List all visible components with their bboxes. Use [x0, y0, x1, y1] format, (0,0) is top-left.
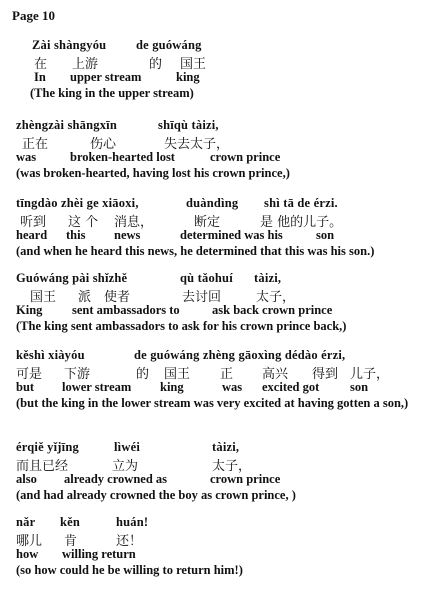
- verse-5: [16, 348, 416, 411]
- gloss-word: how: [16, 547, 39, 561]
- gloss-word: In: [34, 70, 46, 84]
- gloss-word: news: [114, 228, 141, 242]
- chinese-word: 而且已经: [16, 459, 69, 474]
- pinyin-line: [16, 515, 416, 530]
- translation: (but the king in the lower stream was very excited at having gotten a son,): [16, 396, 409, 410]
- translation: (so how could he be willing to return him!): [16, 563, 243, 577]
- gloss-word: was: [222, 380, 243, 394]
- gloss-word: already crowned as: [64, 472, 168, 486]
- gloss-word: King: [16, 303, 43, 317]
- gloss-word: ask back crown prince: [212, 303, 333, 317]
- chinese-word: 儿子，: [350, 367, 390, 382]
- chinese-word: 的: [136, 367, 150, 382]
- chinese-word: 国王: [164, 367, 191, 382]
- gloss-word: determined was his: [180, 228, 283, 242]
- gloss-word: this: [66, 228, 86, 242]
- pinyin-word: de guówáng zhèng gāoxìng dédào érzi,: [134, 348, 346, 362]
- chinese-word: 的: [149, 57, 163, 72]
- chinese-word: 太子，: [256, 290, 296, 305]
- chinese-word: 国王: [30, 290, 57, 305]
- chinese-word: 这 个: [68, 215, 99, 230]
- gloss-word: upper stream: [70, 70, 142, 84]
- chinese-line: [16, 211, 416, 228]
- translation: (and had already crowned the boy as crown prince, ): [16, 488, 296, 502]
- pinyin-line: [16, 271, 416, 286]
- chinese-word: 上游: [72, 57, 99, 72]
- verse-1: [16, 38, 416, 101]
- chinese-word: 伤心: [90, 137, 117, 152]
- pinyin-word: nǎr: [16, 515, 36, 529]
- gloss-line: [16, 547, 416, 562]
- gloss-word: willing return: [62, 547, 136, 561]
- gloss-word: lower stream: [62, 380, 132, 394]
- gloss-word: king: [176, 70, 200, 84]
- chinese-line: [16, 286, 416, 303]
- verse-6: [16, 440, 416, 503]
- gloss-word: excited got: [262, 380, 320, 394]
- pinyin-line: [16, 440, 416, 455]
- chinese-word: 在: [34, 57, 48, 72]
- pinyin-word: kěn: [60, 515, 81, 529]
- gloss-word: son: [350, 380, 369, 394]
- chinese-word: 高兴: [262, 367, 289, 382]
- pinyin-word: érqiě yǐjīng: [16, 440, 79, 454]
- pinyin-word: shīqù tàizi,: [158, 118, 219, 132]
- pinyin-word: qù tǎohuí: [180, 271, 233, 285]
- verse-2: [16, 118, 416, 181]
- pinyin-word: duàndìng: [186, 196, 239, 210]
- translation: (The king in the upper stream): [30, 86, 194, 100]
- verse-3: [16, 196, 416, 259]
- gloss-word: was: [16, 150, 37, 164]
- chinese-word: 派: [78, 290, 92, 305]
- pinyin-line: [16, 348, 416, 363]
- gloss-line: [16, 228, 416, 243]
- verse-4: [16, 271, 416, 334]
- chinese-word: 正在: [22, 137, 49, 152]
- chinese-word: 去讨回: [182, 290, 222, 305]
- translation: (The king sent ambassadors to ask for his crown prince back,): [16, 319, 347, 333]
- chinese-line: [16, 530, 416, 547]
- translation: (and when he heard this news, he determined that this was his son.): [16, 244, 375, 258]
- pinyin-word: kěshì xiàyóu: [16, 348, 85, 362]
- gloss-line: [16, 472, 416, 487]
- gloss-word: but: [16, 380, 35, 394]
- gloss-line: [16, 380, 416, 395]
- gloss-word: crown prince: [210, 150, 281, 164]
- pinyin-line: [16, 196, 416, 211]
- chinese-word: 得到: [312, 367, 339, 382]
- gloss-word: crown prince: [210, 472, 281, 486]
- gloss-word: king: [160, 380, 184, 394]
- pinyin-word: shì tā de érzi.: [264, 196, 338, 210]
- pinyin-line: [16, 118, 416, 133]
- chinese-word: 消息，: [114, 215, 154, 230]
- pinyin-line: [16, 38, 416, 53]
- pinyin-word: zhèngzài shāngxīn: [16, 118, 117, 132]
- chinese-word: 听到: [20, 215, 47, 230]
- pinyin-word: de guówáng: [136, 38, 202, 52]
- chinese-word: 使者: [104, 290, 131, 305]
- page-number: Page 10: [12, 8, 55, 23]
- chinese-word: 是 他的儿子。: [260, 215, 343, 230]
- chinese-word: 失去太子，: [164, 137, 230, 152]
- chinese-word: 哪儿: [16, 534, 43, 549]
- pinyin-word: Zài shàngyóu: [32, 38, 107, 52]
- chinese-line: [16, 363, 416, 380]
- chinese-word: 断定: [194, 215, 221, 230]
- pinyin-word: huán!: [116, 515, 149, 529]
- chinese-word: 太子，: [212, 459, 252, 474]
- chinese-word: 国王: [180, 57, 207, 72]
- chinese-word: 肯: [64, 534, 78, 549]
- gloss-word: son: [316, 228, 335, 242]
- pinyin-word: Guówáng pài shǐzhě: [16, 271, 128, 285]
- pinyin-word: lìwéi: [114, 440, 140, 454]
- chinese-line: [16, 53, 416, 70]
- pinyin-word: tàizi,: [254, 271, 282, 285]
- gloss-line: [16, 150, 416, 165]
- chinese-word: 还！: [116, 534, 143, 549]
- gloss-word: heard: [16, 228, 48, 242]
- gloss-line: [16, 70, 416, 85]
- chinese-word: 下游: [64, 367, 91, 382]
- translation: (was broken-hearted, having lost his crown prince,): [16, 166, 290, 180]
- pinyin-word: tīngdào zhèi ge xiāoxi,: [16, 196, 139, 210]
- gloss-word: broken-hearted lost: [70, 150, 175, 164]
- pinyin-word: tàizi,: [212, 440, 240, 454]
- gloss-word: sent ambassadors to: [72, 303, 180, 317]
- chinese-word: 正: [220, 367, 234, 382]
- gloss-line: [16, 303, 416, 318]
- chinese-line: [16, 133, 416, 150]
- verse-7: [16, 515, 416, 578]
- chinese-word: 可是: [16, 367, 43, 382]
- chinese-line: [16, 455, 416, 472]
- gloss-word: also: [16, 472, 37, 486]
- chinese-word: 立为: [112, 459, 139, 474]
